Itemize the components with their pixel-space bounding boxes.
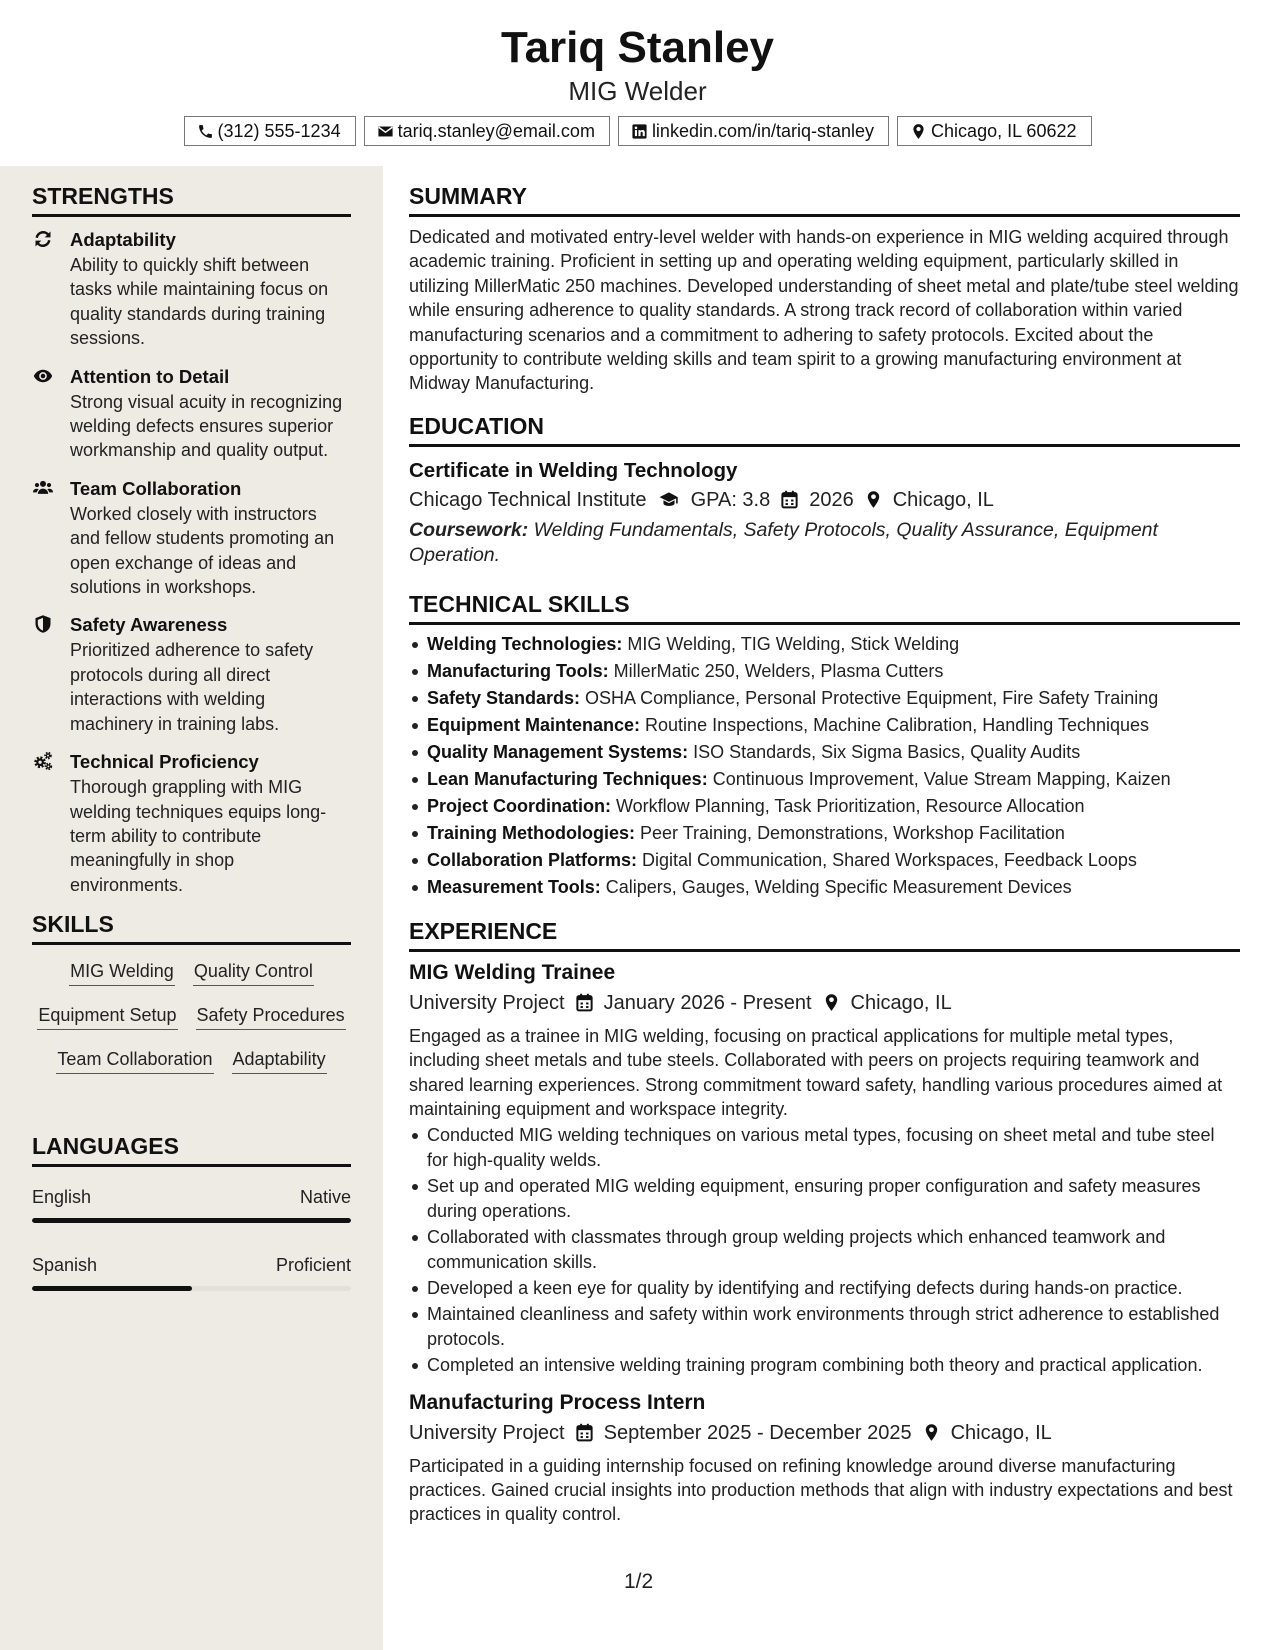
technical-skill-label: Welding Technologies: [427, 633, 623, 654]
technical-skill-value: MillerMatic 250, Welders, Plasma Cutters [608, 660, 944, 681]
map-pin-icon [864, 490, 883, 509]
education-heading: EDUCATION [409, 412, 1240, 447]
strength-title: Technical Proficiency [70, 751, 259, 773]
contact-email-text: tariq.stanley@email.com [397, 120, 595, 141]
contact-linkedin-text: linkedin.com/in/tariq-stanley [651, 120, 875, 141]
refresh-icon [32, 229, 54, 249]
technical-skill-value: Calipers, Gauges, Welding Specific Measurement Devices [600, 876, 1072, 897]
shield-icon [32, 614, 54, 634]
education-degree: Certificate in Welding Technology [409, 458, 738, 482]
strength-item [32, 476, 351, 600]
coursework-label: Coursework: [409, 518, 529, 541]
job-summary: Participated in a guiding internship focused on refining knowledge around diverse manufacturing practices. Gained crucial insights into production methods that align with industry expectations and best practices in quality control. [409, 1455, 1233, 1525]
skill-tag: Team Collaboration [56, 1047, 213, 1074]
language-name: English [32, 1187, 92, 1208]
job-meta [409, 988, 1240, 1018]
technical-skill-value: Peer Training, Demonstrations, Workshop Facilitation [635, 822, 1065, 843]
technical-skill-label: Collaboration Platforms: [427, 849, 638, 870]
job-summary: Engaged as a trainee in MIG welding, focusing on practical applications for multiple metal types, including sheet metals and tube steels. Collaborated with peers on projects requiring teamwork and shared learning experiences. Strong commitment toward safety, handling various procedures aimed at maintaining equipment and workspace integrity. [409, 1025, 1223, 1120]
technical-skills-list [409, 631, 1240, 901]
skills-heading: SKILLS [32, 910, 351, 945]
education-school: Chicago Technical Institute [409, 488, 647, 511]
language-proficiency-fill [32, 1286, 192, 1291]
strengths-list [32, 227, 351, 897]
strength-title: Safety Awareness [70, 614, 228, 636]
skill-tag: MIG Welding [69, 959, 175, 986]
job-bullet: Set up and operated MIG welding equipment, ensuring proper configuration and safety measures during operations. [409, 1174, 1240, 1223]
technical-skill-label: Safety Standards: [427, 687, 581, 708]
technical-skill-label: Lean Manufacturing Techniques: [427, 768, 708, 789]
technical-skill-value: Routine Inspections, Machine Calibration, Handling Techniques [640, 714, 1150, 735]
technical-skill-item [409, 739, 1240, 766]
resume-header [0, 20, 1275, 146]
language-level: Proficient [275, 1255, 351, 1276]
contact-linkedin[interactable] [618, 116, 889, 146]
coursework-list: Welding Fundamentals, Safety Protocols, Quality Assurance, Equipment Operation. [409, 518, 1158, 566]
contact-location-text: Chicago, IL 60622 [931, 120, 1077, 141]
job-location: Chicago, IL [850, 991, 952, 1014]
strength-description: Ability to quickly shift between tasks while maintaining focus on quality standards during training sessions. [70, 255, 329, 349]
technical-skill-value: OSHA Compliance, Personal Protective Equipment, Fire Safety Training [580, 687, 1159, 708]
technical-skill-value: Workflow Planning, Task Prioritization, Resource Allocation [611, 795, 1085, 816]
job-organization: University Project [409, 991, 565, 1014]
technical-skill-item [409, 712, 1240, 739]
education-coursework [409, 518, 1240, 568]
job-bullets [409, 1123, 1240, 1377]
language-row [32, 1253, 351, 1277]
technical-skill-label: Quality Management Systems: [427, 741, 689, 762]
phone-icon [197, 123, 214, 140]
calendar-icon [780, 490, 799, 509]
strength-title: Adaptability [70, 229, 176, 250]
experience-heading: EXPERIENCE [409, 917, 1240, 952]
technical-skill-label: Training Methodologies: [427, 822, 635, 843]
strength-description: Prioritized adherence to safety protocols during all direct interactions with welding machinery in training labs. [70, 640, 314, 734]
strength-item [32, 749, 351, 897]
skill-tag: Quality Control [193, 959, 314, 986]
summary-text: Dedicated and motivated entry-level welder with hands-on experience in MIG welding acquired through academic training. Proficient in setting up and operating welding equipment, particularly skilled in utilizing MillerMatic 250 machines. Developed understanding of sheet metal and plate/tube steel welding while ensuring adherence to quality standards. A strong track record of collaboration within varied manufacturing scenarios and a commitment to adhering to safety protocols. Excited about the opportunity to contribute welding skills and team spirit to a growing manufacturing environment at Midway Manufacturing. [409, 227, 1239, 394]
strength-description: Strong visual acuity in recognizing welding defects ensures superior workmanship and quality output. [70, 391, 343, 461]
technical-skill-item [409, 685, 1240, 712]
education-year: 2026 [809, 488, 854, 511]
technical-skill-label: Equipment Maintenance: [427, 714, 641, 735]
envelope-icon [377, 123, 394, 140]
language-proficiency-bar [32, 1218, 351, 1223]
contact-location [897, 116, 1091, 146]
language-row [32, 1185, 351, 1209]
skills-list [32, 959, 351, 1074]
job-dates: January 2026 - Present [603, 991, 812, 1014]
job-dates: September 2025 - December 2025 [603, 1421, 912, 1444]
technical-skills-heading: TECHNICAL SKILLS [409, 590, 1240, 625]
map-pin-icon [822, 993, 841, 1012]
linkedin-icon [631, 123, 648, 140]
job-bullet: Collaborated with classmates through group welding projects which enhanced teamwork and communication skills. [409, 1225, 1240, 1274]
strength-item [32, 612, 351, 736]
job-bullet: Completed an intensive welding training program combining both theory and practical application. [409, 1353, 1240, 1377]
job-bullet: Conducted MIG welding techniques on various metal types, focusing on sheet metal and tube steel for high-quality welds. [409, 1123, 1240, 1172]
eye-icon [32, 366, 54, 386]
technical-skill-value: MIG Welding, TIG Welding, Stick Welding [622, 633, 960, 654]
language-level: Native [299, 1187, 351, 1208]
skill-tag: Equipment Setup [37, 1003, 177, 1030]
technical-skill-item [409, 874, 1240, 901]
contact-bar [0, 116, 1275, 146]
sidebar [32, 182, 351, 1321]
language-proficiency-bar [32, 1286, 351, 1291]
technical-skill-item [409, 631, 1240, 658]
experience-entry [409, 958, 1240, 1378]
education-gpa: GPA: 3.8 [690, 488, 771, 511]
strength-title: Attention to Detail [70, 365, 230, 387]
job-title: Manufacturing Process Intern [409, 1390, 706, 1414]
technical-skill-item [409, 793, 1240, 820]
job-bullet: Developed a keen eye for quality by identifying and rectifying defects during hands-on practice. [409, 1276, 1240, 1300]
technical-skill-label: Manufacturing Tools: [427, 660, 609, 681]
strength-title: Team Collaboration [70, 477, 242, 499]
technical-skill-item [409, 766, 1240, 793]
education-meta [409, 485, 1240, 515]
strength-item [32, 227, 351, 351]
calendar-icon [575, 993, 594, 1012]
technical-skill-item [409, 847, 1240, 874]
language-name: Spanish [32, 1255, 98, 1276]
skill-tag: Adaptability [232, 1047, 327, 1074]
gears-icon [32, 751, 54, 771]
job-meta [409, 1418, 1240, 1448]
strength-item [32, 364, 351, 463]
technical-skill-value: ISO Standards, Six Sigma Basics, Quality Audits [688, 741, 1081, 762]
graduation-cap-icon [657, 490, 681, 509]
map-pin-icon [922, 1423, 941, 1442]
summary-heading: SUMMARY [409, 182, 1240, 217]
calendar-icon [575, 1423, 594, 1442]
technical-skill-value: Digital Communication, Shared Workspaces, Feedback Loops [637, 849, 1137, 870]
map-pin-icon [910, 123, 927, 140]
technical-skill-label: Project Coordination: [427, 795, 611, 816]
job-title: MIG Welding Trainee [409, 960, 616, 984]
strengths-heading: STRENGTHS [32, 182, 351, 217]
education-location: Chicago, IL [892, 488, 994, 511]
contact-email[interactable] [364, 116, 610, 146]
technical-skill-label: Measurement Tools: [427, 876, 601, 897]
skill-tag: Safety Procedures [196, 1003, 346, 1030]
main-content [409, 182, 1240, 1527]
users-icon [32, 478, 54, 498]
languages-list [32, 1185, 351, 1291]
contact-phone[interactable] [184, 116, 356, 146]
technical-skill-item [409, 658, 1240, 685]
job-organization: University Project [409, 1421, 565, 1444]
technical-skill-item [409, 820, 1240, 847]
page-number: 1/2 [624, 1570, 654, 1593]
language-proficiency-fill [32, 1218, 351, 1223]
languages-heading: LANGUAGES [32, 1132, 351, 1167]
contact-phone-text: (312) 555-1234 [217, 120, 341, 141]
candidate-title: MIG Welder [568, 76, 707, 106]
technical-skill-value: Continuous Improvement, Value Stream Mapping, Kaizen [707, 768, 1171, 789]
strength-description: Worked closely with instructors and fellow students promoting an open exchange of ideas and solutions in workshops. [70, 503, 335, 598]
job-bullet: Maintained cleanliness and safety within work environments through strict adherence to established protocols. [409, 1302, 1240, 1351]
job-location: Chicago, IL [950, 1421, 1052, 1444]
candidate-name: Tariq Stanley [500, 23, 775, 72]
strength-description: Thorough grappling with MIG welding techniques equips long-term ability to contribute meaningfully in shop environments. [70, 777, 327, 895]
experience-entry [409, 1388, 1240, 1527]
